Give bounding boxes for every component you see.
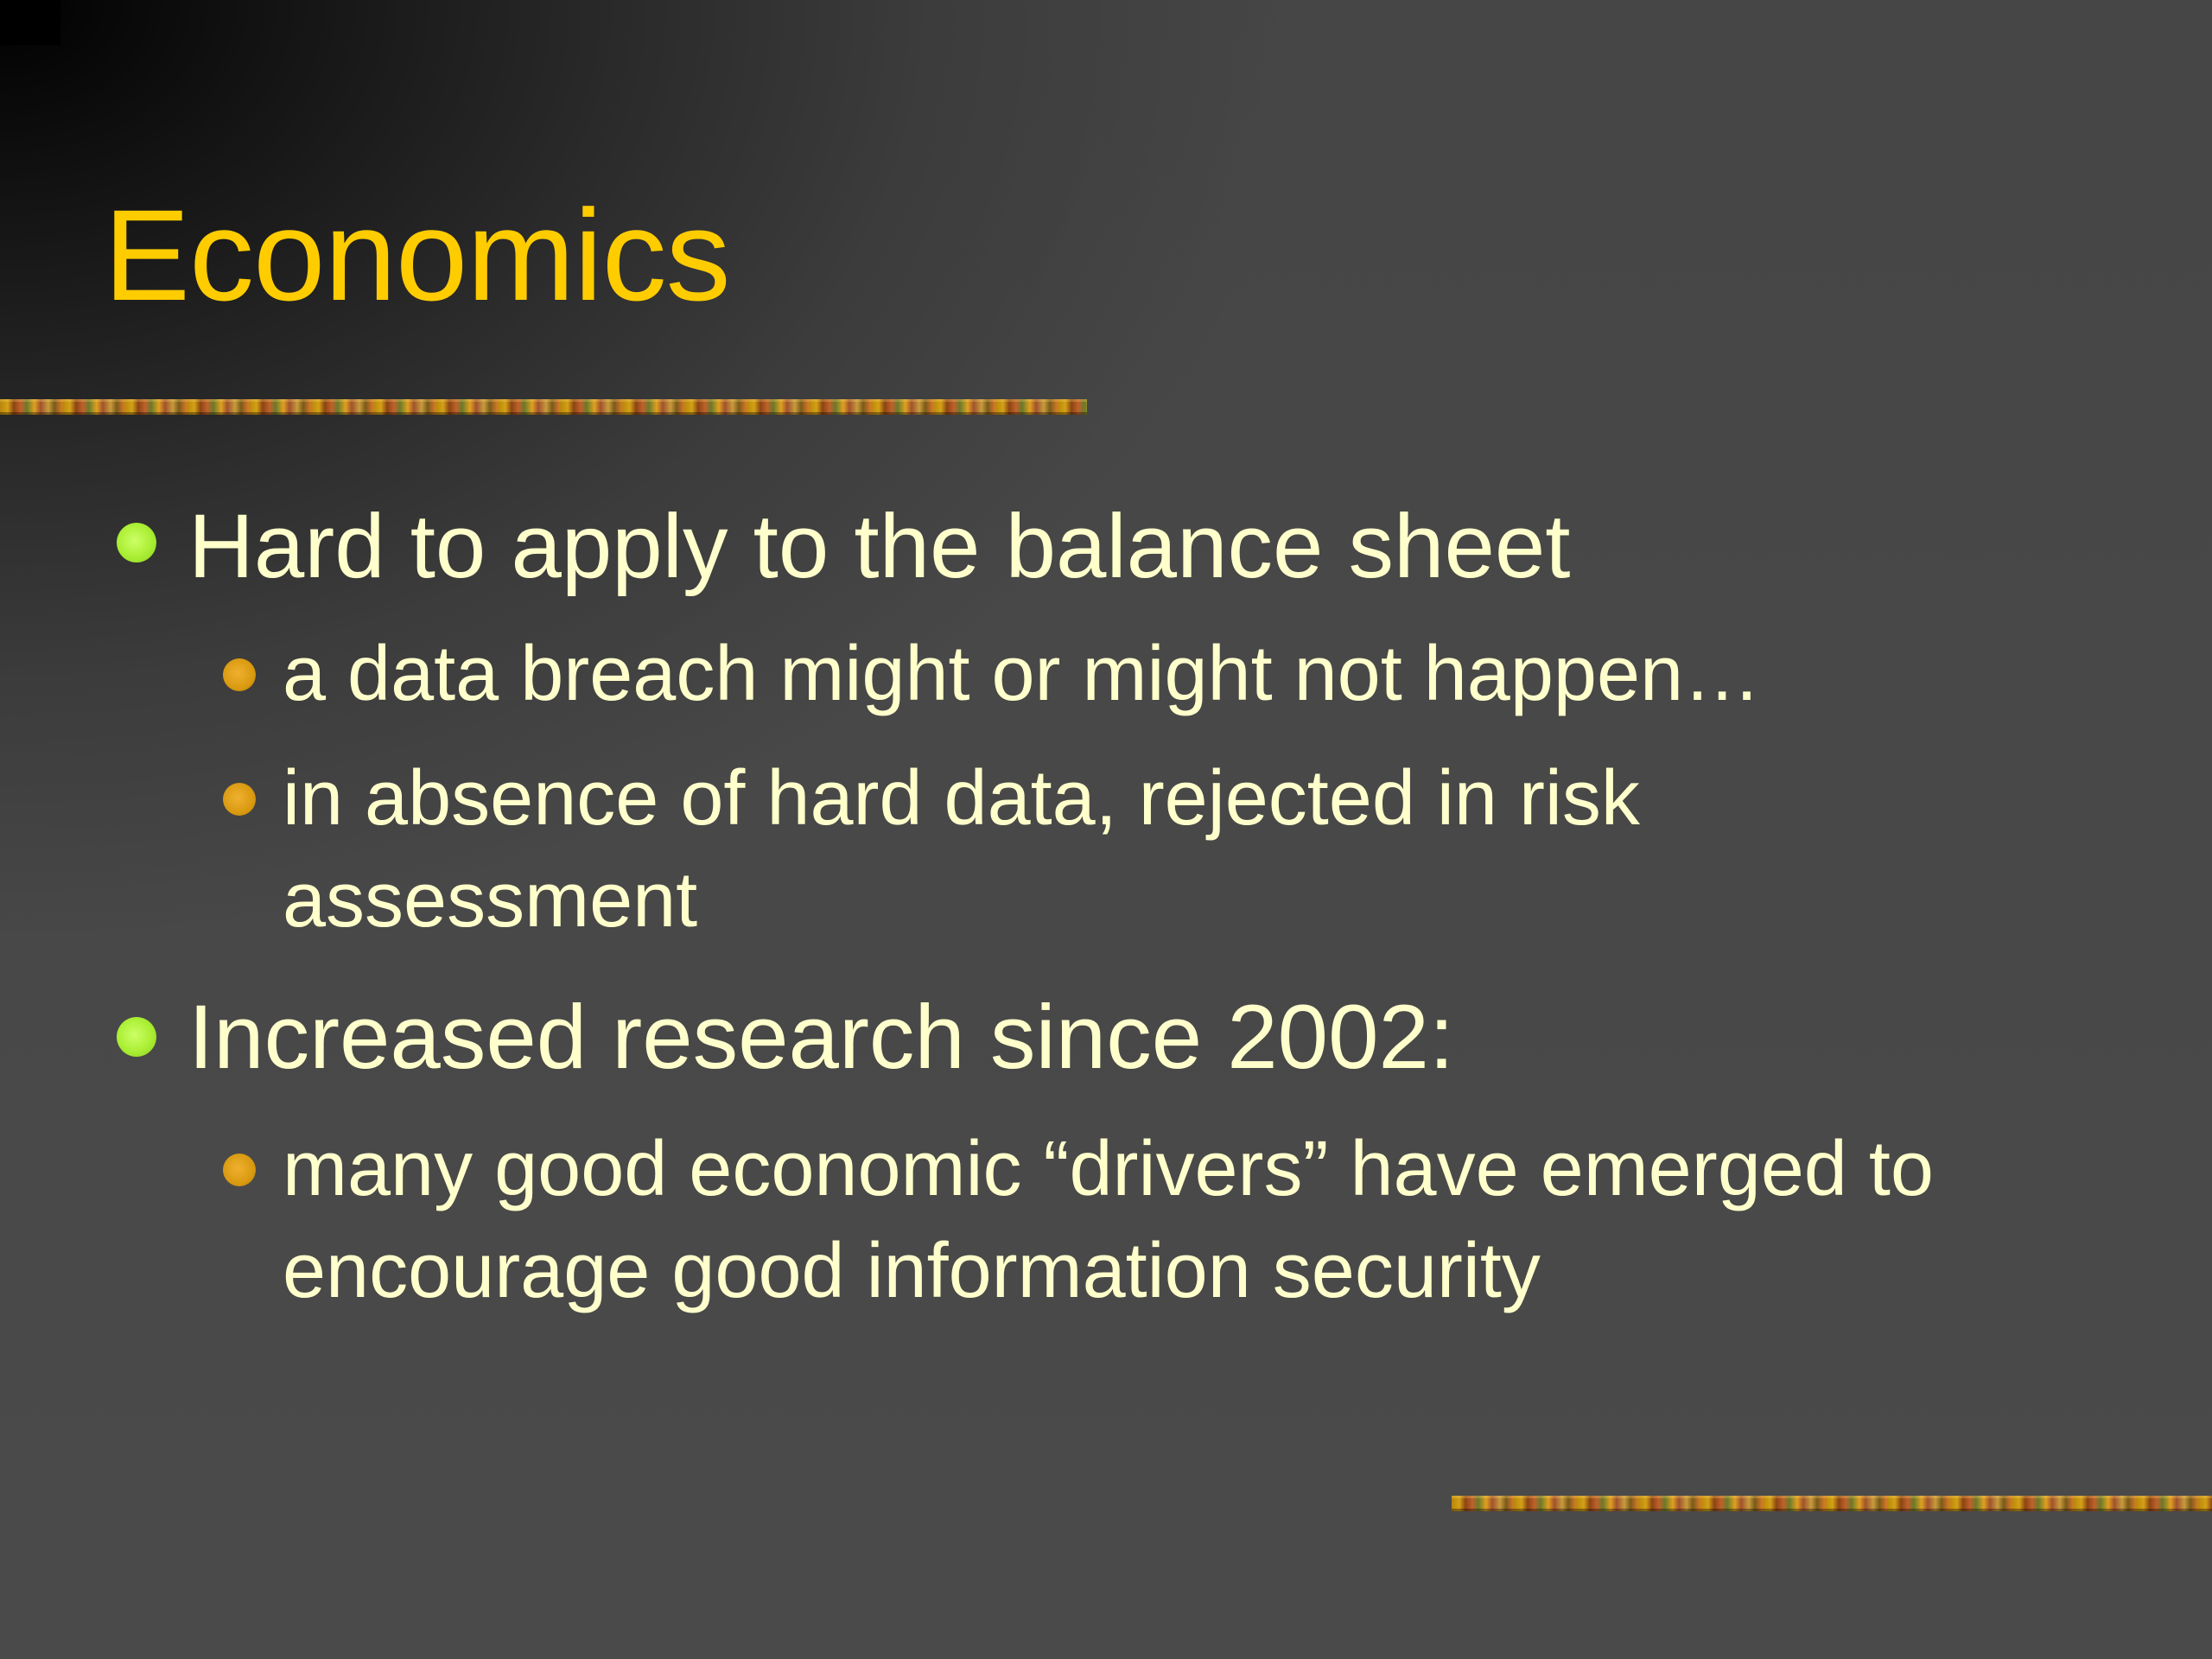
bullet-dot-icon [117, 1017, 156, 1057]
bullet-text: Increased research since 2002: [188, 987, 1455, 1088]
sub-bullet-text: a data breach might or might not happen… [283, 631, 1762, 717]
sub-bullet-dot-icon [223, 1154, 256, 1186]
sub-bullet-dot-icon [223, 658, 256, 691]
sub-bullet-text: many good economic “drivers” have emerged to encourage good information security [283, 1126, 1934, 1314]
bullet-text: Hard to apply to the balance sheet [188, 496, 1571, 597]
decorative-rule-bottom [1452, 1496, 2212, 1511]
sub-bullet-text: in absence of hard data, rejected in risk assessment [283, 755, 1640, 944]
bullet-dot-icon [117, 523, 156, 563]
sub-bullet-dot-icon [223, 783, 256, 816]
slide-title: Economics [104, 182, 730, 327]
